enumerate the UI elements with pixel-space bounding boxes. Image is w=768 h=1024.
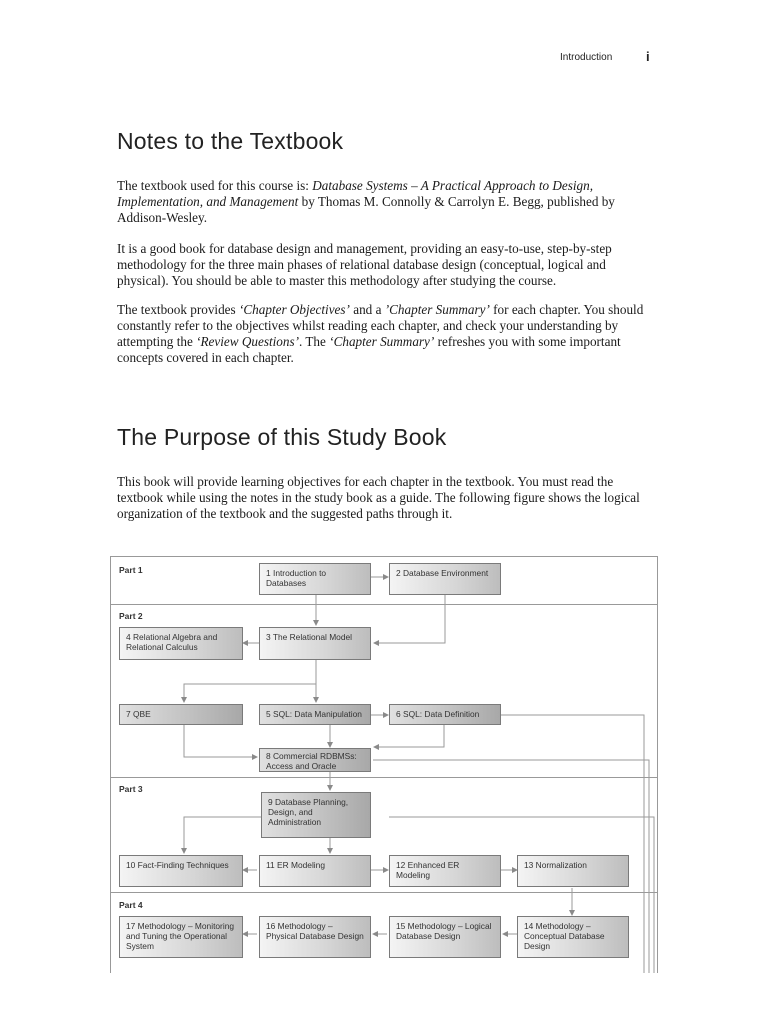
part-label-4: Part 4 xyxy=(119,900,143,910)
running-head-section: Introduction xyxy=(560,52,613,63)
book-title: Database Systems – A Practical Approach to Design, Implementation, and Management xyxy=(117,178,594,209)
chapter-box-4: 4 Relational Algebra and Relational Calculus xyxy=(119,627,243,660)
paragraph-learning-objectives: This book will provide learning objectives for each chapter in the textbook. You must read the textbook while using the notes in the study book as a guide. The following figure shows the logical organization of the textbook and the suggested paths through it. xyxy=(117,474,640,521)
chapter-box-11: 11 ER Modeling xyxy=(259,855,371,887)
chapter-box-14: 14 Methodology – Conceptual Database Design xyxy=(517,916,629,958)
paragraph-good-book: It is a good book for database design and management, providing an easy-to-use, step-by-step methodology for the three main phases of relational database design (conceptual, logical and physical). You should be able to master this methodology after studying the course. xyxy=(117,241,612,288)
chapter-box-12: 12 Enhanced ER Modeling xyxy=(389,855,501,887)
paragraph-chapter-objectives: The textbook provides ‘Chapter Objectives’ and a ’Chapter Summary’ for each chapter. You should constantly refer to the objectives whilst reading each chapter, and check your understanding by attempting the ‘Review Questions’. The ‘Chapter Summary’ refreshes you with some important concepts covered in each chapter. xyxy=(117,302,644,365)
chapter-box-13: 13 Normalization xyxy=(517,855,629,887)
chapter-box-5: 5 SQL: Data Manipulation xyxy=(259,704,371,725)
part-label-2: Part 2 xyxy=(119,611,143,621)
part-label-3: Part 3 xyxy=(119,784,143,794)
paragraph-textbook-used: The textbook used for this course is: Database Systems – A Practical Approach to Design, Implementation, and Management by Thomas M. Connolly & Carrolyn E. Begg, published by Addison-Wesley. xyxy=(117,178,615,225)
chapter-box-17: 17 Methodology – Monitoring and Tuning the Operational System xyxy=(119,916,243,958)
chapter-box-2: 2 Database Environment xyxy=(389,563,501,595)
chapter-box-1: 1 Introduction to Databases xyxy=(259,563,371,595)
page-number: i xyxy=(646,49,650,64)
chapter-box-8: 8 Commercial RDBMSs: Access and Oracle xyxy=(259,748,371,772)
chapter-box-9: 9 Database Planning, Design, and Administration xyxy=(261,792,371,838)
heading-purpose-of-study-book: The Purpose of this Study Book xyxy=(117,424,447,450)
heading-notes-to-textbook: Notes to the Textbook xyxy=(117,128,344,154)
chapter-box-7: 7 QBE xyxy=(119,704,243,725)
diagram-connectors xyxy=(111,557,657,973)
chapter-box-6: 6 SQL: Data Definition xyxy=(389,704,501,725)
chapter-box-16: 16 Methodology – Physical Database Design xyxy=(259,916,371,958)
chapter-box-3: 3 The Relational Model xyxy=(259,627,371,660)
chapter-box-10: 10 Fact-Finding Techniques xyxy=(119,855,243,887)
chapter-box-15: 15 Methodology – Logical Database Design xyxy=(389,916,501,958)
textbook-organization-diagram xyxy=(110,556,658,973)
part-label-1: Part 1 xyxy=(119,565,143,575)
